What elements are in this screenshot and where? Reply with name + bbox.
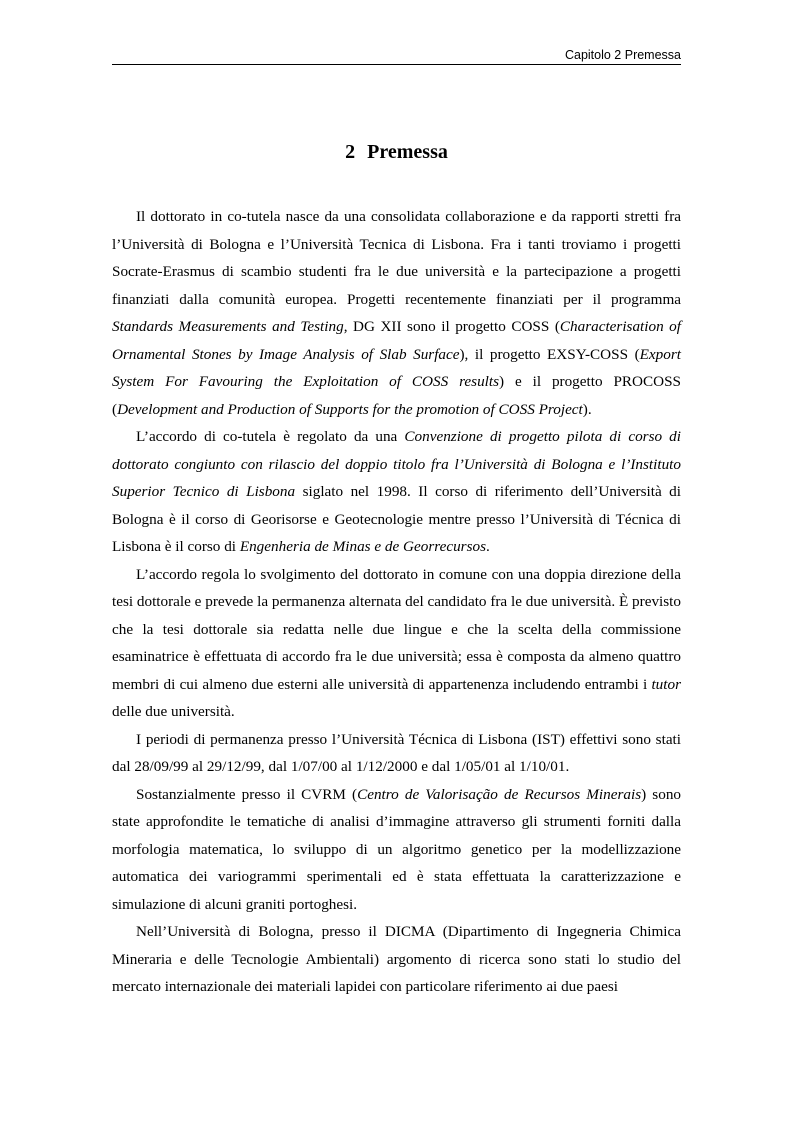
paragraph-text: , DG XII sono il progetto COSS ( xyxy=(343,318,560,335)
paragraph-5 xyxy=(112,781,681,919)
paragraph-3 xyxy=(112,561,681,726)
paragraph-4 xyxy=(112,726,681,781)
italic-text: Centro de Valorisação de Recursos Minerais xyxy=(357,785,642,803)
chapter-title xyxy=(112,140,681,164)
paragraph-text: I periodi di permanenza presso l’Università Técnica di Lisbona (IST) effettivi sono stati dal 28/09/99 al 29/12/99, dal 1/07/00 al 1/12/2000 e dal 1/05/01 al 1/10/01. xyxy=(112,730,681,775)
paragraph-2 xyxy=(112,423,681,561)
italic-text: Characterisation of Ornamental Stones by Image Analysis of Slab Surface xyxy=(112,318,681,363)
chapter-title-text: Premessa xyxy=(367,141,448,163)
paragraph-text: ). xyxy=(582,400,592,418)
paragraph-text: delle due università. xyxy=(112,703,235,720)
paragraph-text: L’accordo di co-tutela è regolato da una xyxy=(136,428,405,445)
chapter-number: 2 xyxy=(345,141,356,163)
running-header-title: Capitolo 2 Premessa xyxy=(564,48,681,62)
italic-text: Convenzione di progetto pilota di corso di dottorato congiunto con rilascio del doppio titolo fra l’Università di Bologna e l’Instituto Superior Tecnico di Lisbona xyxy=(112,428,681,500)
paragraph-text: Il dottorato in co-tutela nasce da una consolidata collaborazione e da rapporti stretti fra l’Università di Bologna e l’Università Tecnica di Lisbona. Fra i tanti troviamo i progetti Socrate-Erasmus di scambio studenti fra le due università e la partecipazione a progetti finanziati dalla comunità europea. Progetti recentemente finanziati per il programma xyxy=(112,208,681,308)
italic-text: tutor xyxy=(651,675,681,693)
paragraph-text: siglato nel 1998. Il corso di riferimento dell’Università di Bologna è il corso di Georisorse e Geotecnologie mentre presso l’Università di Técnica di Lisbona è il corso di xyxy=(112,483,681,555)
paragraph-text: Sostanzialmente presso il CVRM ( xyxy=(136,785,358,803)
paragraph-6 xyxy=(112,918,681,1001)
paragraph-text: L’accordo regola lo svolgimento del dottorato in comune con una doppia direzione della tesi dottorale e prevede la permanenza alternata del candidato fra le due università. È previsto che la tesi dottorale sia redatta nelle due lingue e che la scelta della commissione esaminatrice è effettuata di accordo fra le due università; essa è composta da almeno quattro membri di cui almeno due esterni alle università di appartenenza includendo entrambi i xyxy=(112,565,681,693)
paragraph-text: Nell’Università di Bologna, presso il DICMA (Dipartimento di Ingegneria Chimica Mineraria e delle Tecnologie Ambientali) argomento di ricerca sono stati lo studio del mercato internazionale dei materiali lapidei con particolare riferimento ai due paesi xyxy=(112,923,681,995)
paragraph-1 xyxy=(112,203,681,423)
italic-text: Development and Production of Supports for the promotion of COSS Project xyxy=(117,400,583,418)
paragraph-text: . xyxy=(486,538,490,555)
paragraph-text: ) sono state approfondite le tematiche di analisi d’immagine attraverso gli strumenti forniti dalla morfologia matematica, lo sviluppo di un algoritmo genetico per la modellizzazione automatica dei variogrammi sperimentali ed è stata effettuata la caratterizzazione e simulazione di alcuni graniti portoghesi. xyxy=(112,785,682,913)
italic-text: Export System For Favouring the Exploitation of COSS results xyxy=(112,345,681,390)
paragraph-text: ), il progetto EXSY-COSS ( xyxy=(459,345,640,363)
running-header xyxy=(112,47,681,65)
body-text xyxy=(112,203,681,1001)
italic-text: Standards Measurements and Testing xyxy=(112,318,344,335)
paragraph-text: ) e il progetto PROCOSS ( xyxy=(112,373,681,418)
italic-text: Engenheria de Minas e de Georrecursos xyxy=(239,538,486,555)
